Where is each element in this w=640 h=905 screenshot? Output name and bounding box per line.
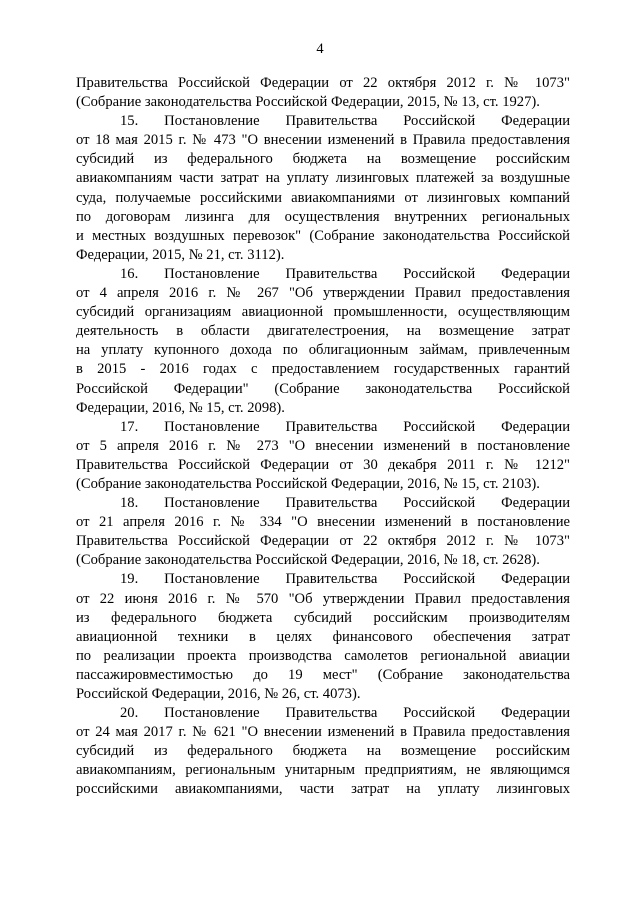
text-line: субсидий из федерального бюджета на возмещение российским [76,151,570,168]
text-line: от 5 апреля 2016 г. № 273 "О внесении изменений в постановление [76,437,570,454]
text-line: (Собрание законодательства Российской Федерации, 2015, № 13, ст. 1927). [76,94,540,111]
text-line: Российской Федерации, 2016, № 26, ст. 4073). [76,686,361,702]
text-line: от 4 апреля 2016 г. № 267 "Об утверждении Правил предоставления [76,285,570,302]
text-line: по реализации проекта производства самолетов региональной авиации [76,647,570,664]
page-number: 4 [316,41,324,57]
document-body [76,74,570,800]
text-line: Федерации, 2016, № 15, ст. 2098). [76,399,285,416]
text-line: субсидий организациям авиационной промышленности, осуществляющим [76,304,570,321]
text-line: 17. Постановление Правительства Российской Федерации [120,418,570,435]
paragraph-continuation [76,74,570,112]
text-line: авиакомпаниям части затрат на уплату лизинговых платежей за воздушные [76,170,570,187]
text-line: Российской Федерации" (Собрание законодательства Российской [76,380,570,397]
text-line: от 18 мая 2015 г. № 473 "О внесении изменений в Правила предоставления [76,132,570,149]
list-item-19 [76,570,570,704]
text-line: субсидий из федерального бюджета на возмещение российским [76,743,570,760]
text-line: по договорам лизинга для осуществления внутренних региональных [76,208,570,225]
text-line: в 2015 - 2016 годах с предоставлением государственных гарантий [76,361,570,378]
text-line: (Собрание законодательства Российской Федерации, 2016, № 18, ст. 2628). [76,552,540,569]
text-line: Правительства Российской Федерации от 30 декабря 2011 г. № 1212" [76,456,570,473]
text-line: (Собрание законодательства Российской Федерации, 2016, № 15, ст. 2103). [76,475,540,492]
list-item-20 [76,704,570,799]
list-item-15 [76,112,570,265]
text-line: 19. Постановление Правительства Российской Федерации [120,571,570,588]
text-line: на уплату купонного дохода по облигационным займам, привлеченным [76,342,570,359]
text-line: Правительства Российской Федерации от 22 октября 2012 г. № 1073" [76,533,570,550]
list-item-16 [76,265,570,418]
text-line: деятельность в области двигателестроения, на возмещение затрат [76,323,570,340]
text-line: из федерального бюджета субсидий российским производителям [76,609,570,626]
list-item-17 [76,418,570,494]
text-line: от 22 июня 2016 г. № 570 "Об утверждении Правил предоставления [76,590,570,607]
list-item-18 [76,494,570,570]
text-line: и местных воздушных перевозок" (Собрание законодательства Российской [76,227,570,244]
text-line: 16. Постановление Правительства Российской Федерации [120,265,570,282]
text-line: авиакомпаниям, региональным унитарным предприятиям, не являющимся [76,762,570,779]
text-line: 18. Постановление Правительства Российской Федерации [120,495,570,512]
text-line: Правительства Российской Федерации от 22 октября 2012 г. № 1073" [76,75,570,91]
text-line: авиационной техники в целях финансового обеспечения затрат [76,628,570,645]
text-line: от 21 апреля 2016 г. № 334 "О внесении изменений в постановление [76,514,570,531]
text-line: суда, получаемые российскими авиакомпаниями от лизинговых компаний [76,189,570,206]
text-line: российскими авиакомпаниями, части затрат на уплату лизинговых [76,781,570,798]
text-line: 20. Постановление Правительства Российской Федерации [120,705,570,722]
text-line: пассажировместимостью до 19 мест" (Собрание законодательства [76,666,570,683]
text-line: 15. Постановление Правительства Российской Федерации [120,113,570,130]
text-line: Федерации, 2015, № 21, ст. 3112). [76,246,285,263]
text-line: от 24 мая 2017 г. № 621 "О внесении изменений в Правила предоставления [76,724,570,741]
